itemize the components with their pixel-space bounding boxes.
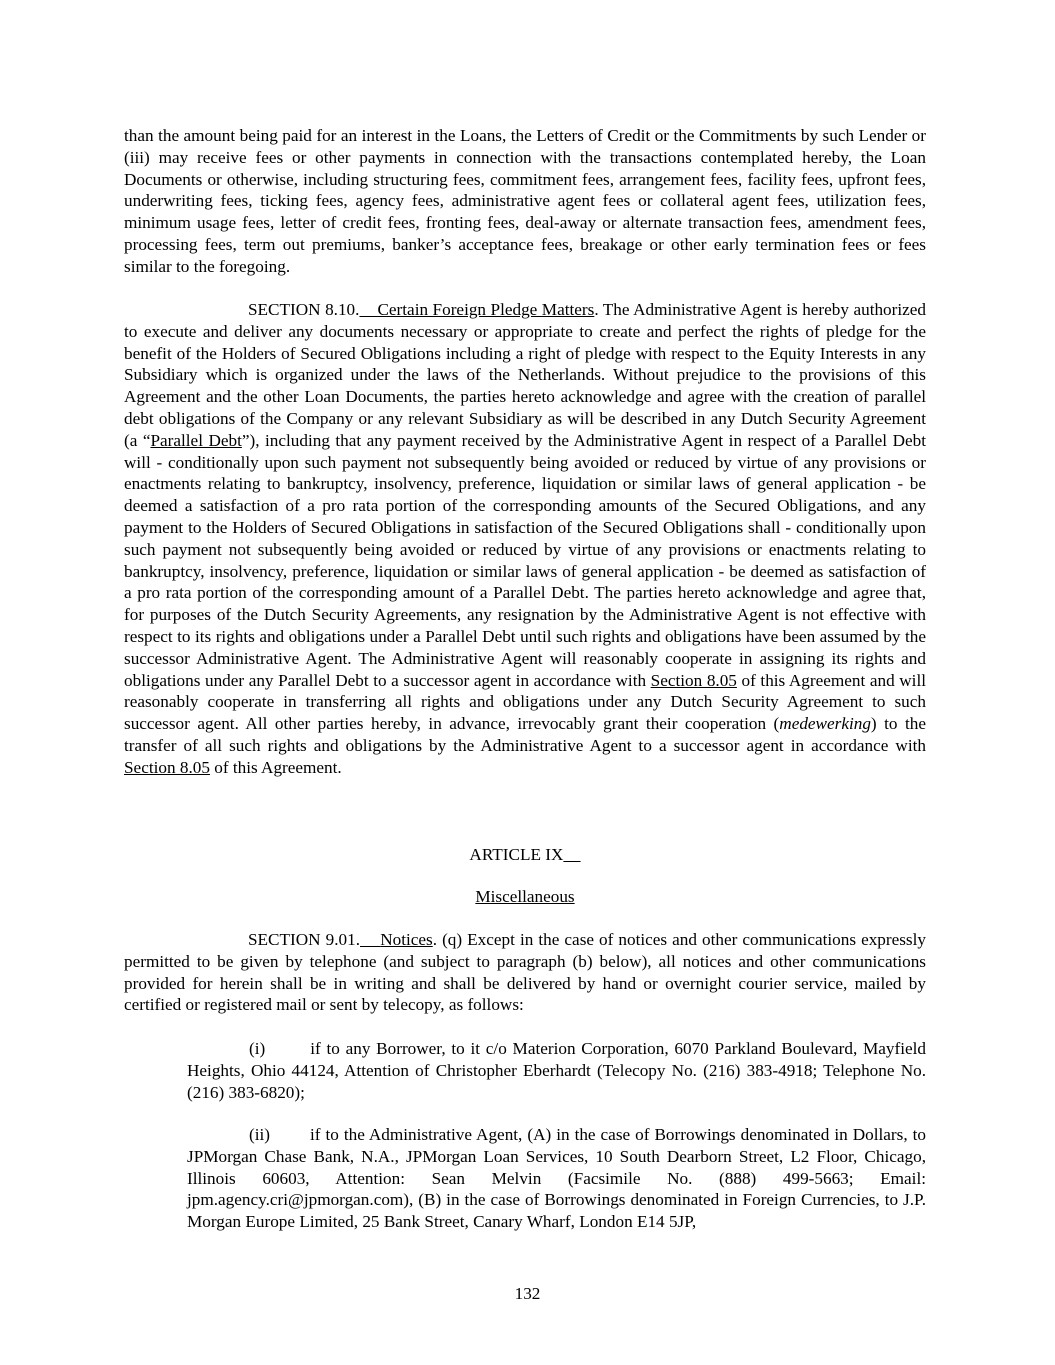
section-9-01-heading-gap xyxy=(360,930,380,949)
defined-term-parallel-debt: Parallel Debt xyxy=(150,430,242,450)
cross-reference-section-8-05-second: Section 8.05 xyxy=(124,757,210,777)
notice-item-ii: (ii) if to the Administrative Agent, (A) in the case of Borrowings denominated in Dollars, to JPMorgan Chase Bank, N.A., JPMorgan Loan Services, 10 South Dearborn Street, L2 Floor, Chicago, Illinois 60603, Attention: Sean Melvin (Facsimile No. (888) 499-5663; Email: jpm.agency.cri@jpmorgan.com), (B) in the case of Borrowings denominated in Foreign Currencies, to J.P. Morgan Europe Limited, 25 Bank Street, Canary Wharf, London E14 5JP, xyxy=(187,1125,926,1232)
section-9-01-number: SECTION 9.01. xyxy=(248,930,360,949)
section-8-10-number: SECTION 8.10. xyxy=(248,300,360,319)
section-8-10: SECTION 8.10. Certain Foreign Pledge Matters. The Administrative Agent is hereby authorized to execute and deliver any documents necessary or appropriate to create and perfect the rights of pledge for the benefit of the Holders of Secured Obligations including a right of pledge with respect to the Equity Interests in any Subsidiary which is organized under the laws of the Netherlands. Without prejudice to the provisions of this Agreement and the other Loan Documents, the parties hereto acknowledge and agree with the creation of parallel debt obligations of the Company or any relevant Subsidiary as will be described in any Dutch Security Agreement (a “Parallel Debt”), including that any payment received by the Administrative Agent in respect of a Parallel Debt will - conditionally upon such payment not subsequently being avoided or reduced by virtue of any provisions or enactments relating to bankruptcy, insolvency, preference, liquidation or similar laws of general application - be deemed a satisfaction of a pro rata portion of the corresponding amounts of the Secured Obligations, and any payment to the Holders of Secured Obligations in satisfaction of the Secured Obligations shall - conditionally upon such payment not subsequently being avoided or reduced by virtue of any provisions or enactments relating to bankruptcy, insolvency, preference, liquidation or similar laws of general application - be deemed as satisfaction of a pro rata portion of the corresponding amount of a Parallel Debt. The parties hereto acknowledge and agree that, for purposes of the Dutch Security Agreements, any resignation by the Administrative Agent is not effective with respect to its rights and obligations under a Parallel Debt until such rights and obligations have been assumed by the successor Administrative Agent. The Administrative Agent will reasonably cooperate in assigning its rights and obligations under any Parallel Debt to a successor agent in accordance with Section 8.05 of this Agreement and will reasonably cooperate in transferring all rights and obligations under any Dutch Security Agreement to such successor agent. All other parties hereby, in advance, irrevocably grant their cooperation (medewerking) to the transfer of all such rights and obligations by the Administrative Agent to a successor agent in accordance with Section 8.05 of this Agreement. xyxy=(124,300,927,777)
cross-reference-section-8-05: Section 8.05 xyxy=(650,670,737,690)
paragraph-fees-continuation: than the amount being paid for an interest in the Loans, the Letters of Credit or the Commitments by such Lender or (iii) may receive fees or other payments in connection with the transactions contemplated hereby, the Loan Documents or otherwise, including structuring fees, commitment fees, arrangement fees, facility fees, upfront fees, underwriting fees, ticking fees, agency fees, administrative agent fees or collateral agent fees, utilization fees, minimum usage fees, letter of credit fees, fronting fees, deal-away or alternate transaction fees, amendment fees, processing fees, term out premiums, banker’s acceptance fees, breakage or other early termination fees or fees similar to the foregoing. xyxy=(124,126,926,276)
section-9-01: SECTION 9.01. Notices. (q) Except in the case of notices and other communications expressly permitted to be given by telephone (and subject to paragraph (b) below), all notices and other communications provided for herein shall be in writing and shall be delivered by hand or overnight courier service, mailed by certified or registered mail or sent by telecopy, as follows: xyxy=(124,930,926,1015)
section-8-10-heading: Certain Foreign Pledge Matters xyxy=(377,300,595,319)
article-title-gap xyxy=(563,845,580,864)
notice-item-i: (i) if to any Borrower, to it c/o Materion Corporation, 6070 Parkland Boulevard, Mayfield Heights, Ohio 44124, Attention of Christopher Eberhardt (Telecopy No. (216) 383-4918; Telephone No. (216) 383-6820); xyxy=(187,1039,926,1102)
notice-item-ii-label: (ii) xyxy=(249,1125,270,1144)
term-medewerking: medewerking xyxy=(779,714,871,734)
section-9-01-heading: Notices xyxy=(380,930,433,949)
article-subtitle: Miscellaneous xyxy=(475,887,575,906)
article-title: ARTICLE IX xyxy=(124,844,926,866)
section-8-10-heading-gap xyxy=(359,300,377,319)
page-number: 132 xyxy=(514,1284,541,1303)
notice-item-i-label: (i) xyxy=(249,1039,266,1058)
